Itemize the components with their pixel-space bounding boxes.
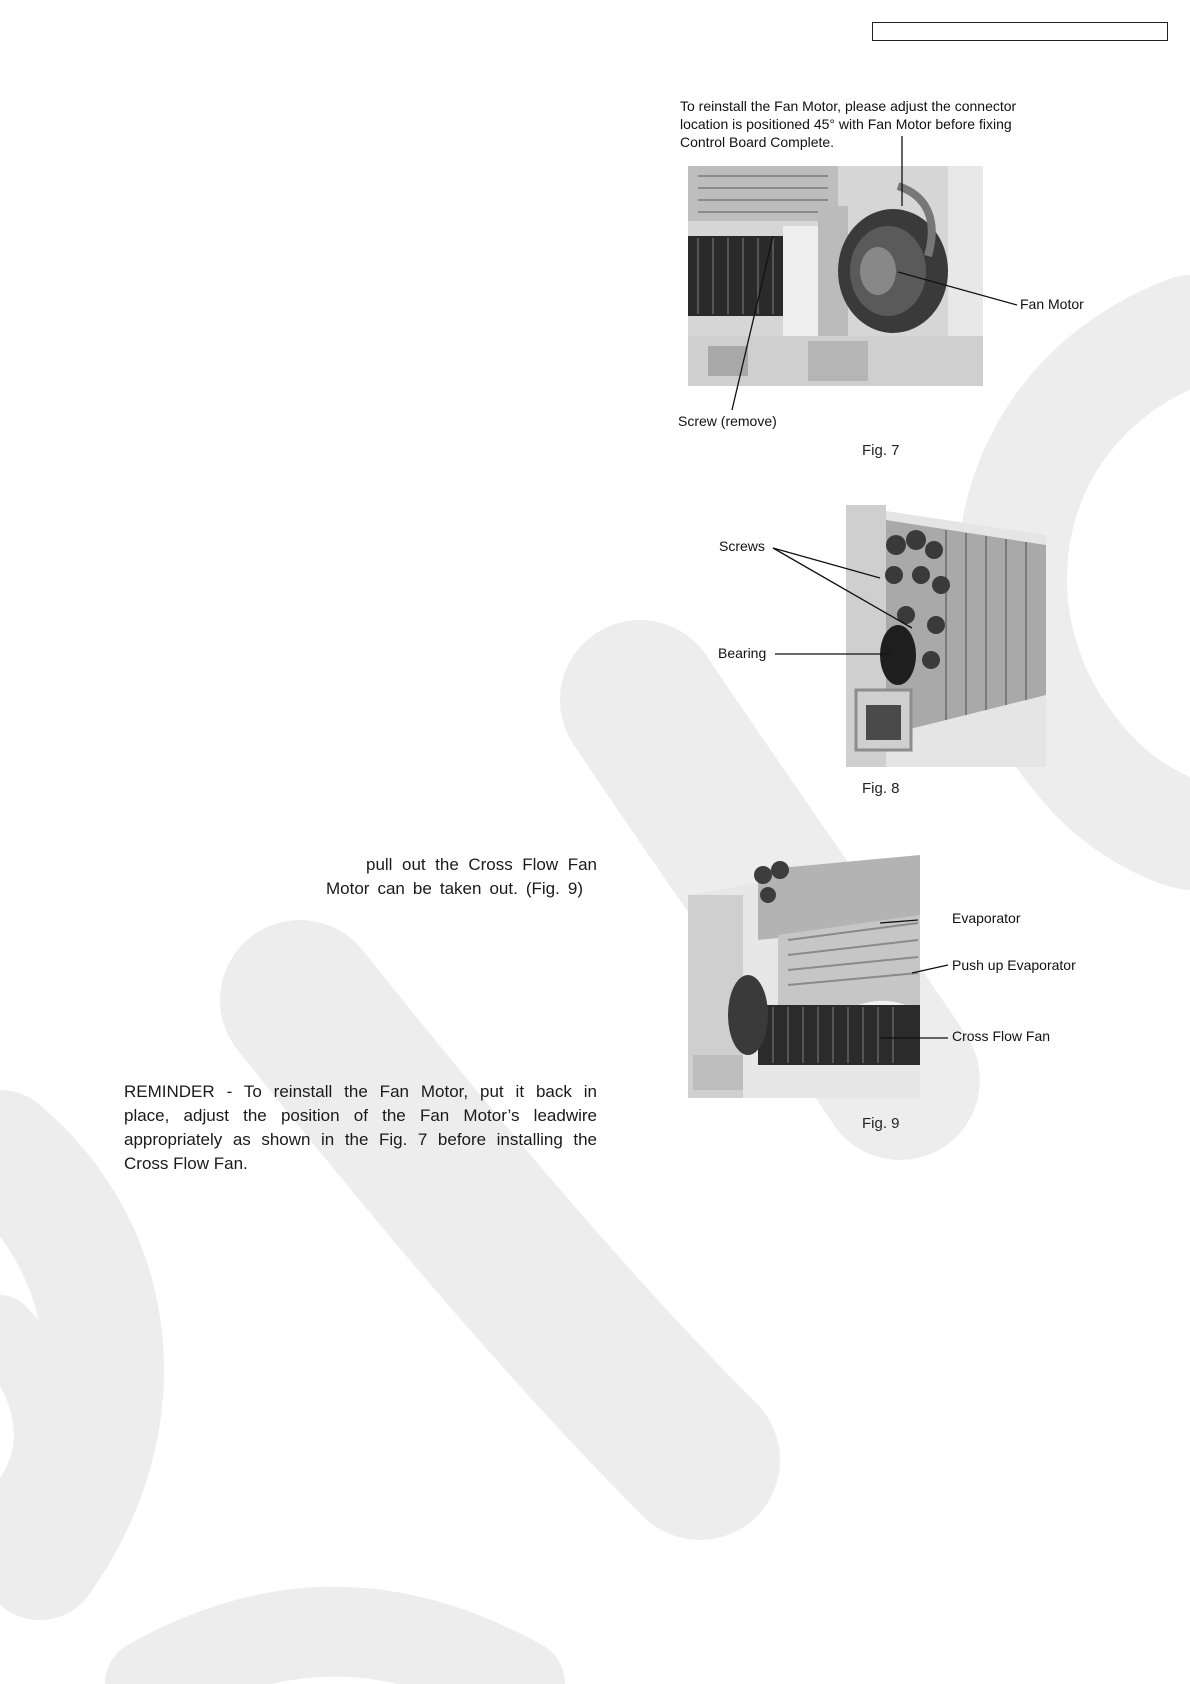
fig8-label-bearing: Bearing xyxy=(718,645,767,661)
reminder-line-2: place, adjust the position of the Fan Motor’s leadwire xyxy=(124,1106,597,1125)
reminder-line-1: REMINDER - To reinstall the Fan Motor, put it back in xyxy=(124,1082,597,1101)
fig9-label-push-up-evaporator: Push up Evaporator xyxy=(952,957,1076,973)
fig7-label-fan-motor: Fan Motor xyxy=(1020,296,1084,312)
reminder-line-4: Cross Flow Fan. xyxy=(124,1154,248,1173)
fig9-label-cross-flow-fan: Cross Flow Fan xyxy=(952,1028,1051,1044)
fig7-note-line-1: To reinstall the Fan Motor, please adjust the connector xyxy=(680,98,1017,114)
body-text-line-1: pull out the Cross Flow Fan xyxy=(366,855,597,874)
fig8-caption: Fig. 8 xyxy=(862,780,900,797)
fig9-label-evaporator: Evaporator xyxy=(952,910,1021,926)
fig8-label-screws: Screws xyxy=(719,538,765,554)
fig7-note-line-2: location is positioned 45° with Fan Motor before fixing xyxy=(680,116,1012,132)
body-text-line-2: Motor can be taken out. (Fig. 9) xyxy=(326,879,583,898)
fig7-label-screw: Screw (remove) xyxy=(678,413,777,429)
reminder-line-3: appropriately as shown in the Fig. 7 before installing the xyxy=(124,1130,597,1149)
fig9-caption: Fig. 9 xyxy=(862,1115,900,1132)
fig7-caption: Fig. 7 xyxy=(862,442,900,459)
fig7-note-line-3: Control Board Complete. xyxy=(680,134,835,150)
